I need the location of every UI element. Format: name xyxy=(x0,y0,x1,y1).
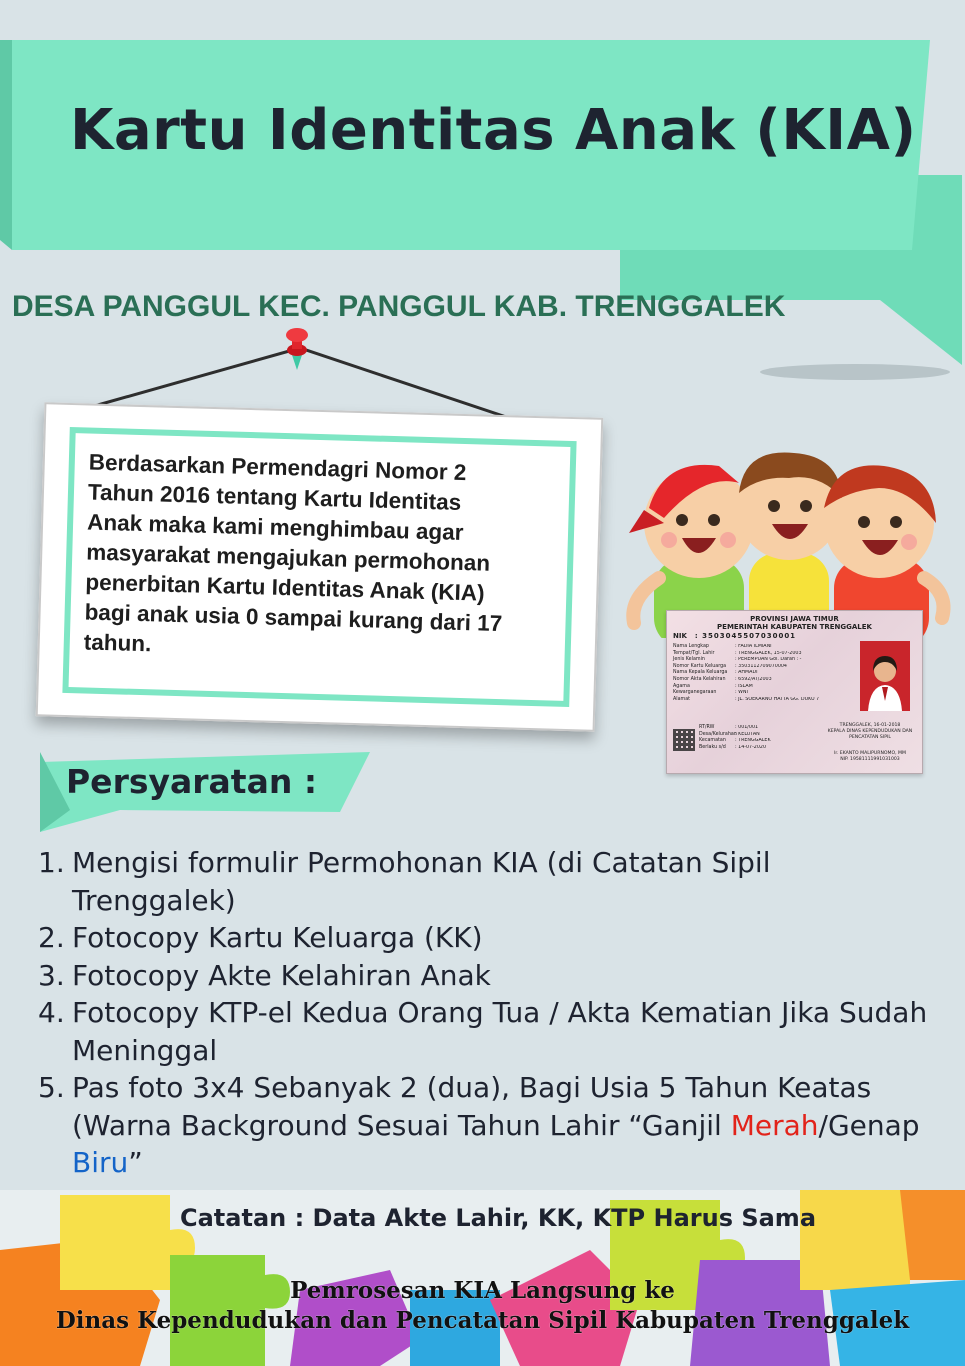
child-photo-icon xyxy=(860,641,910,711)
list-text: Fotocopy Akte Kelahiran Anak xyxy=(72,958,491,992)
card-field-row xyxy=(699,738,799,745)
card-signature-block xyxy=(824,723,916,763)
card-field-label: Nomor Kartu Keluarga xyxy=(673,663,727,669)
kia-card-sample xyxy=(666,610,923,774)
card-field-label: RT/RW xyxy=(699,725,715,730)
card-field-row xyxy=(673,677,841,684)
card-field-value: : WNI xyxy=(735,690,748,696)
list-number: 4. xyxy=(38,996,65,1029)
page-subtitle: DESA PANGGUL KEC. PANGGUL KAB. TRENGGALEK xyxy=(12,290,786,323)
page-title: Kartu Identitas Anak (KIA) xyxy=(70,98,917,163)
card-fields xyxy=(673,644,841,703)
list-text: Pas foto 3x4 Sebanyak 2 (dua), Bagi Usia 5 Tahun Keatas (Warna Background Sesuai Tahun Lahir “Ganjil xyxy=(72,1071,872,1142)
card-field-label: Nama Kepala Keluarga xyxy=(673,670,728,676)
card-signer-title: KEPALA DINAS KEPENDUDUKAN DAN PENCATATAN SIPIL xyxy=(827,729,913,740)
card-field-value: : JL. SOEKARNO HATTA GG. DUKU 7 xyxy=(735,696,820,702)
list-item xyxy=(38,919,938,957)
children-illustration xyxy=(624,438,954,638)
card-field-label: Tempat/Tgl. Lahir xyxy=(673,650,715,656)
list-item xyxy=(38,1069,938,1182)
footer-line-2: Dinas Kependudukan dan Pencatatan Sipil Kabupaten Trenggalek xyxy=(55,1307,910,1334)
card-qr-code-icon xyxy=(673,729,695,751)
card-field-label: Kewarganegaraan xyxy=(673,690,717,696)
card-field-value: : 6592/AT/2003 xyxy=(735,676,772,682)
list-text: Mengisi formulir Permohonan KIA (di Catatan Sipil Trenggalek) xyxy=(72,846,771,917)
card-field-label: Kecamatan xyxy=(699,738,726,744)
card-field-row xyxy=(673,697,841,704)
card-field-label: Jenis Kelamin xyxy=(673,657,705,663)
list-number: 3. xyxy=(38,958,65,992)
card-province: PROVINSI JAWA TIMUR xyxy=(750,615,839,623)
list-text: Fotocopy KTP-el Kedua Orang Tua / Akta Kematian Jika Sudah Meninggal xyxy=(72,996,928,1067)
notice-frame xyxy=(36,402,604,731)
subtitle-shadow xyxy=(760,364,950,380)
blue-word: Biru xyxy=(72,1146,129,1179)
card-field-value: : TRENGGALEK, 15-07-2003 xyxy=(735,650,802,656)
card-field-row xyxy=(699,725,799,732)
card-government: PEMERINTAH KABUPATEN TRENGGALEK xyxy=(717,623,872,631)
list-text-separator: /Genap xyxy=(818,1108,920,1142)
card-field-label: Nama Lengkap xyxy=(673,644,709,649)
list-item xyxy=(38,957,938,995)
card-nik-label: NIK xyxy=(673,632,687,640)
card-nik-value: : 3503045507030001 xyxy=(694,632,797,640)
notice-border xyxy=(62,427,576,707)
list-text: Fotocopy Kartu Keluarga (KK) xyxy=(72,921,483,954)
card-field-row xyxy=(699,745,799,752)
card-field-label: Desa/Kelurahan xyxy=(699,731,737,737)
red-word: Merah xyxy=(730,1108,819,1142)
card-signer-nip: NIP. 19581111991031003 xyxy=(840,757,900,762)
list-item xyxy=(38,994,938,1069)
card-field-label: Nomor Akta Kelahiran xyxy=(673,676,726,682)
card-bottom-fields xyxy=(699,725,799,751)
list-number: 5. xyxy=(38,1071,65,1104)
card-signer-name: Ir. EKANTO MALIPURNOMO, MM xyxy=(834,751,906,756)
push-pin-icon xyxy=(286,328,308,370)
card-field-row xyxy=(673,690,841,697)
notice-text: Berdasarkan Permendagri Nomor 2 Tahun 2016 tentang Kartu Identitas Anak maka kami menghimbau agar masyarakat mengajukan permohonan penerbitan Kartu Identitas Anak (KIA) bagi anak usia 0 sampai kurang dari 17 tahun. xyxy=(83,449,503,657)
note-text: Catatan : Data Akte Lahir, KK, KTP Harus Sama xyxy=(180,1204,817,1232)
card-photo xyxy=(860,641,910,711)
list-item xyxy=(38,844,938,919)
card-field-label: Agama xyxy=(673,683,690,689)
card-nik xyxy=(673,632,796,640)
card-field-value: : TRENGGALEK xyxy=(735,738,771,744)
list-number: 2. xyxy=(38,921,65,954)
card-field-label: Berlaku s/d xyxy=(699,744,726,750)
card-header xyxy=(667,615,922,631)
card-field-value: : 001/001 xyxy=(735,725,759,730)
card-field-value: : PEREMPUAN Gol. Darah : - xyxy=(735,657,802,663)
footer-line-1: Pemrosesan KIA Langsung ke xyxy=(290,1277,675,1304)
card-field-value: : KELUTAN xyxy=(735,731,760,737)
card-field-label: Alamat xyxy=(673,696,691,702)
requirements-list xyxy=(38,844,938,1182)
requirements-title: Persyaratan : xyxy=(66,762,318,801)
card-field-value: : FADIA ILMIANI xyxy=(735,644,772,649)
ribbon-left-fold xyxy=(0,40,12,250)
card-field-value: : AHMADI xyxy=(735,670,758,676)
list-number: 1. xyxy=(38,846,65,879)
card-field-row xyxy=(673,670,841,677)
footer xyxy=(0,1276,965,1336)
card-field-value: : 3503112709070004 xyxy=(735,663,787,669)
puzzle-piece-orange-right xyxy=(900,1190,965,1280)
card-field-row xyxy=(673,657,841,664)
card-field-value: : ISLAM xyxy=(735,683,753,689)
list-text-end: ” xyxy=(128,1146,143,1179)
card-field-value: : 14-07-2020 xyxy=(735,744,767,750)
card-issued: TRENGGALEK, 16-01-2018 xyxy=(839,723,901,728)
card-field-row xyxy=(673,644,841,651)
